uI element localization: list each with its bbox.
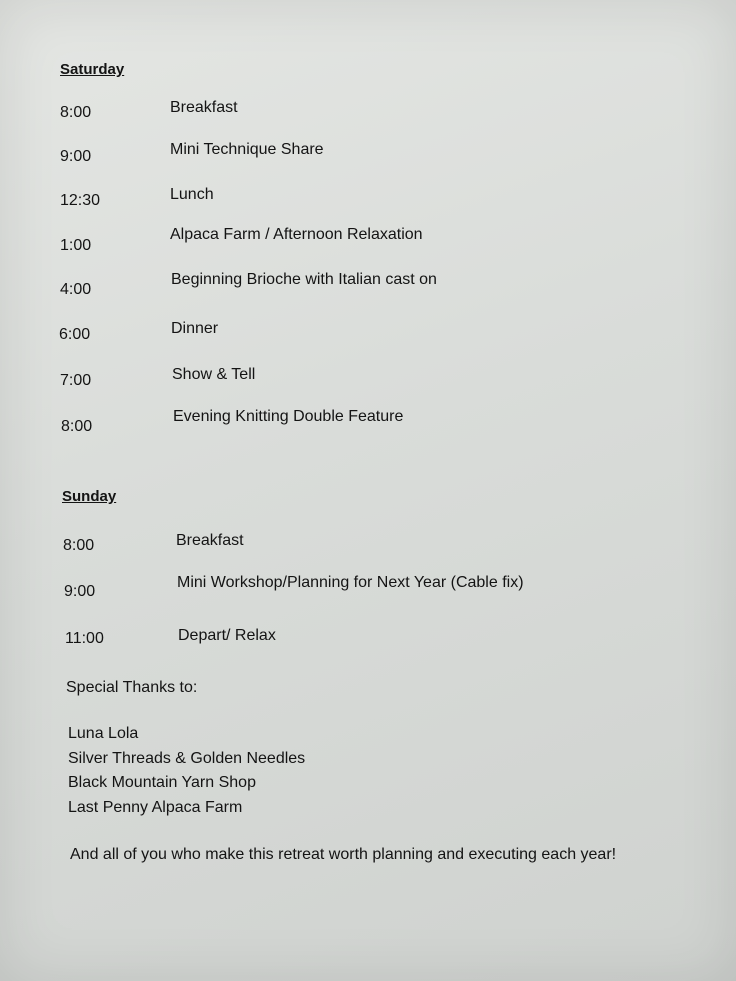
schedule-event: Show & Tell [172,366,256,383]
thanks-list [68,722,305,820]
schedule-event: Dinner [171,320,219,337]
thanks-name: Last Penny Alpaca Farm [68,798,243,816]
schedule-time: 6:00 [59,326,91,343]
schedule-event: Beginning Brioche with Italian cast on [171,271,437,288]
schedule-time: 7:00 [60,372,92,389]
schedule-time: 12:30 [60,192,101,209]
schedule-event: Mini Technique Share [170,141,324,158]
schedule-event: Mini Workshop/Planning for Next Year (Cable fix) [177,574,524,591]
schedule-event: Breakfast [176,532,244,549]
schedule-time: 8:00 [60,104,92,121]
schedule-time: 11:00 [65,630,104,647]
schedule-time: 9:00 [64,583,96,600]
thanks-heading: Special Thanks to: [66,679,198,696]
schedule-time: 1:00 [60,237,92,254]
thanks-name: Luna Lola [68,725,139,742]
schedule-event: Breakfast [170,99,238,116]
saturday-heading: Saturday [60,61,125,78]
schedule-event: Evening Knitting Double Feature [173,408,404,425]
schedule-time: 8:00 [63,537,95,554]
sunday-heading: Sunday [62,488,117,505]
schedule-time: 9:00 [60,148,92,165]
schedule-event: Alpaca Farm / Afternoon Relaxation [170,226,423,243]
schedule-time: 8:00 [61,418,93,435]
thanks-name: Black Mountain Yarn Shop [68,774,256,791]
schedule-event: Lunch [170,186,214,203]
schedule-event: Depart/ Relax [178,627,276,644]
thanks-name: Silver Threads & Golden Needles [68,749,306,767]
schedule-time: 4:00 [60,281,92,298]
closing-line: And all of you who make this retreat worth planning and executing each year! [70,846,617,863]
